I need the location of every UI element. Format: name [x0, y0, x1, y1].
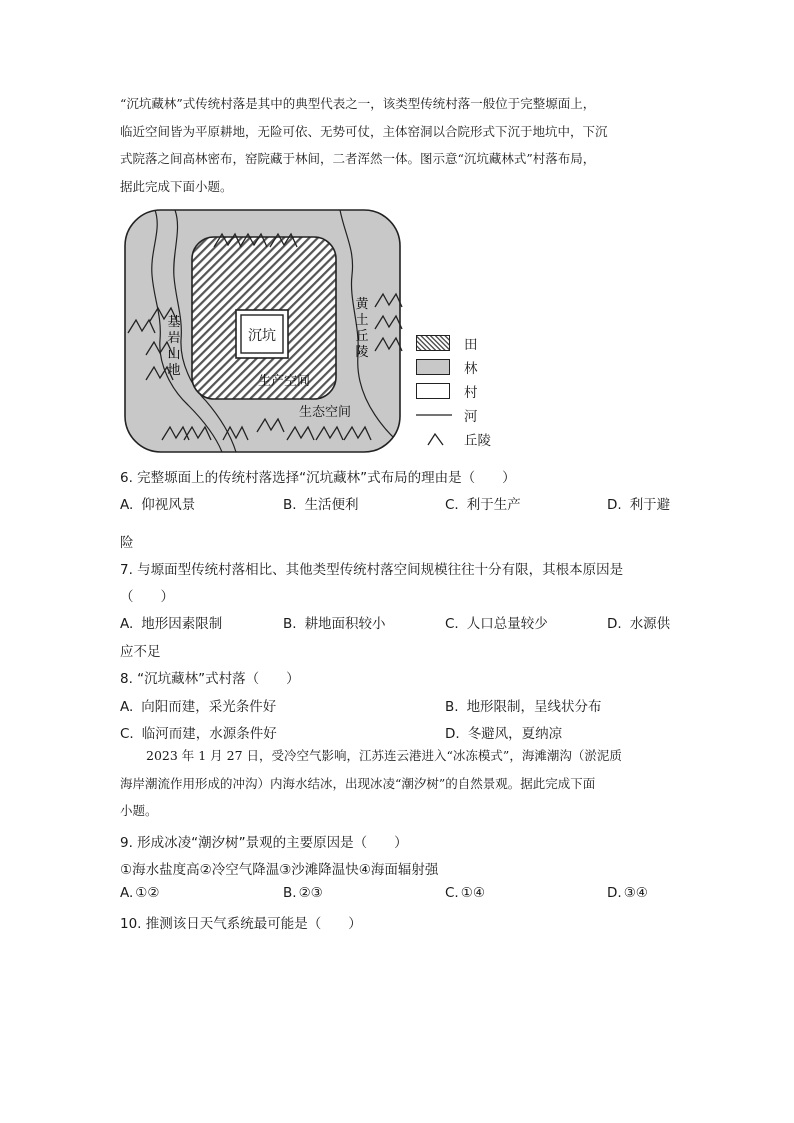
passage-2-paragraph — [120, 742, 676, 825]
q7-option-a[interactable] — [120, 612, 222, 632]
option-letter: B. — [283, 497, 297, 513]
q9-option-b[interactable] — [283, 885, 323, 901]
question-9-items: ①海水盐度高②冷空气降温③沙滩降温快④海面辐射强 — [120, 862, 439, 878]
bedrock-label-char: 山 — [167, 347, 181, 362]
loess-label-char: 丘 — [355, 329, 369, 344]
option-letter: B. — [283, 616, 297, 632]
legend-forest — [416, 356, 506, 378]
question-9-stem: 9. 形成冰凌“潮汐树”景观的主要原因是（ ） — [120, 835, 408, 851]
legend-label: 田 — [464, 337, 478, 353]
q8-option-a[interactable] — [120, 695, 276, 715]
village-swatch — [416, 383, 450, 399]
q7-option-d[interactable] — [607, 612, 670, 632]
option-letter: A. — [120, 699, 134, 715]
option-text: 利于避 — [629, 497, 671, 513]
forest-swatch — [416, 359, 450, 375]
q9-option-c[interactable] — [445, 885, 485, 901]
q8-option-b[interactable] — [445, 695, 602, 715]
q8-option-c[interactable] — [120, 722, 277, 742]
legend-label: 河 — [464, 409, 478, 425]
loess-label-char: 黄 — [355, 297, 369, 312]
q7-option-b[interactable] — [283, 612, 386, 632]
option-text: 人口总量较少 — [466, 616, 548, 632]
hill-icon — [426, 431, 446, 447]
intro-line: 式院落之间高林密布，窑院藏于林间，二者浑然一体。图示意“沉坑藏林式”村落布局， — [120, 151, 596, 166]
option-letter: A. — [120, 885, 134, 901]
option-text: ①② — [135, 885, 160, 901]
question-8-stem: 8. “沉坑藏林”式村落（ ） — [120, 671, 300, 687]
legend-label: 丘陵 — [464, 433, 491, 449]
option-text: 地形限制，呈线状分布 — [466, 699, 602, 715]
bedrock-label-char: 岩 — [167, 331, 181, 346]
option-letter: B. — [445, 699, 459, 715]
legend-river — [416, 404, 506, 426]
option-letter: B. — [283, 885, 297, 901]
q6-option-c[interactable] — [445, 493, 521, 513]
option-text: 临河而建，水源条件好 — [141, 726, 277, 742]
option-text: 生活便利 — [304, 497, 359, 513]
option-text: 耕地面积较小 — [304, 616, 386, 632]
option-letter: C. — [445, 497, 459, 513]
option-letter: A. — [120, 616, 134, 632]
passage-line: 小题。 — [120, 803, 158, 818]
option-text: ①④ — [460, 885, 485, 901]
river-line-icon — [416, 414, 452, 417]
question-6-stem: 6. 完整塬面上的传统村落选择“沉坑藏林”式布局的理由是（ ） — [120, 470, 516, 486]
intro-line: “沉坑藏林”式传统村落是其中的典型代表之一，该类型传统村落一般位于完整塬面上， — [120, 96, 596, 111]
option-letter: C. — [445, 616, 459, 632]
option-letter: D. — [607, 885, 622, 901]
bedrock-label-char: 基 — [167, 315, 181, 330]
question-7-stem-cont: （ ） — [120, 589, 174, 605]
option-text: 仰视风景 — [141, 497, 196, 513]
passage-line: 2023 年 1 月 27 日，受冷空气影响，江苏连云港进入“冰冻模式”，海滩潮沟（淤泥质 — [146, 748, 622, 763]
option-text: ③④ — [623, 885, 648, 901]
question-10-stem: 10. 推测该日天气系统最可能是（ ） — [120, 916, 362, 932]
option-text: 地形因素限制 — [141, 616, 223, 632]
option-text: 冬避风，夏纳凉 — [467, 726, 563, 742]
legend-label: 村 — [464, 385, 478, 401]
option-letter: D. — [607, 497, 622, 513]
option-text: ②③ — [298, 885, 323, 901]
loess-label-char: 陵 — [355, 345, 369, 360]
q6-option-b[interactable] — [283, 493, 359, 513]
q7-option-c[interactable] — [445, 612, 548, 632]
production-label: 生产空间 — [257, 374, 311, 389]
option-text: 利于生产 — [466, 497, 521, 513]
bedrock-label-char: 地 — [167, 363, 181, 378]
q9-option-a[interactable] — [120, 885, 160, 901]
q9-option-d[interactable] — [607, 885, 648, 901]
option-text: 水源供 — [629, 616, 671, 632]
q8-option-d[interactable] — [445, 722, 562, 742]
legend-field — [416, 332, 506, 354]
option-letter: D. — [607, 616, 622, 632]
loess-label-char: 土 — [355, 313, 369, 328]
q7-option-d-wrap: 应不足 — [120, 644, 161, 660]
option-letter: C. — [120, 726, 134, 742]
q6-option-d[interactable] — [607, 493, 670, 513]
question-7-stem: 7. 与塬面型传统村落相比、其他类型传统村落空间规模往往十分有限，其根本原因是 — [120, 562, 624, 578]
pit-label: 沉坑 — [248, 328, 276, 344]
intro-line: 据此完成下面小题。 — [120, 178, 233, 194]
q6-option-a[interactable] — [120, 493, 195, 513]
intro-paragraph — [120, 90, 676, 200]
option-letter: D. — [445, 726, 460, 742]
intro-line: 临近空间皆为平原耕地，无险可依、无势可仗，主体窑洞以合院形式下沉于地坑中，下沉 — [120, 123, 608, 139]
legend-label: 林 — [464, 361, 478, 377]
option-text: 向阳而建，采光条件好 — [141, 699, 277, 715]
legend-hill — [416, 428, 506, 450]
legend-village — [416, 380, 506, 402]
ecology-label: 生态空间 — [298, 405, 352, 420]
passage-line: 海岸潮流作用形成的冲沟）内海水结冰，出现冰凌“潮汐树”的自然景观。据此完成下面 — [120, 775, 596, 791]
option-letter: A. — [120, 497, 134, 513]
field-swatch — [416, 335, 450, 351]
q6-option-d-wrap: 险 — [120, 535, 134, 551]
option-letter: C. — [445, 885, 459, 901]
